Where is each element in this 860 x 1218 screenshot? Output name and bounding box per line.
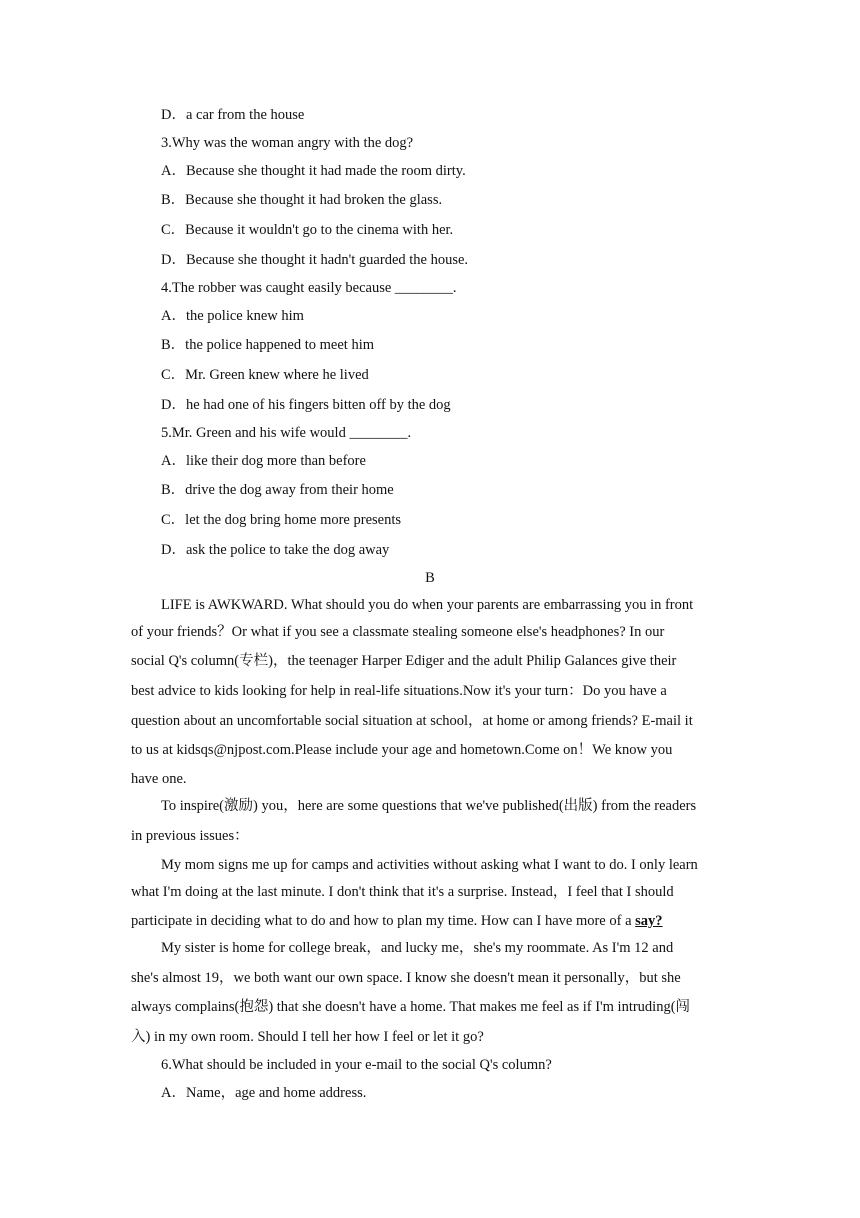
- q3-option-c: C．Because it wouldn't go to the cinema with her.: [161, 222, 454, 238]
- q5-option-c: C．let the dog bring home more presents: [161, 512, 402, 528]
- emphasized-word: say?: [635, 913, 663, 929]
- q4-option-b: B．the police happened to meet him: [161, 337, 375, 353]
- q2-option-d: D．a car from the house: [161, 107, 305, 123]
- passage-line: of your friends？Or what if you see a classmate stealing someone else's headphones? In our: [131, 624, 665, 640]
- passage-line: My mom signs me up for camps and activities without asking what I want to do. I only learn: [161, 857, 698, 873]
- passage-line: My sister is home for college break，and lucky me，she's my roommate. As I'm 12 and: [161, 940, 674, 956]
- passage-line: social Q's column(专栏)，the teenager Harper Ediger and the adult Philip Galances give their: [131, 653, 677, 669]
- q3-option-d: D．Because she thought it hadn't guarded the house.: [161, 252, 469, 268]
- passage-line: to us at kidsqs@njpost.com.Please include your age and hometown.Come on！We know you: [131, 742, 673, 758]
- q4-option-d: D．he had one of his fingers bitten off by the dog: [161, 397, 451, 413]
- q5-stem: 5.Mr. Green and his wife would ________.: [161, 425, 412, 441]
- passage-line: To inspire(激励) you，here are some questions that we've published(出版) from the readers: [161, 798, 697, 814]
- passage-line: question about an uncomfortable social situation at school，at home or among friends? E-mail it: [131, 713, 693, 729]
- passage-line: 入) in my own room. Should I tell her how I feel or let it go?: [131, 1029, 484, 1045]
- q6-option-a: A．Name，age and home address.: [161, 1085, 367, 1101]
- q4-stem: 4.The robber was caught easily because ________.: [161, 280, 457, 296]
- passage-line: always complains(抱怨) that she doesn't have a home. That makes me feel as if I'm intruding(闯: [131, 999, 691, 1015]
- passage-line: in previous issues：: [131, 828, 249, 844]
- q5-option-a: A．like their dog more than before: [161, 453, 366, 469]
- q5-option-d: D．ask the police to take the dog away: [161, 542, 390, 558]
- q3-option-a: A．Because she thought it had made the room dirty.: [161, 163, 466, 179]
- q5-option-b: B．drive the dog away from their home: [161, 482, 394, 498]
- q4-option-c: C．Mr. Green knew where he lived: [161, 367, 369, 383]
- passage-line: LIFE is AWKWARD. What should you do when your parents are embarrassing you in front: [161, 597, 694, 613]
- passage-line: best advice to kids looking for help in real-life situations.Now it's your turn：Do you have a: [131, 683, 667, 699]
- q3-option-b: B．Because she thought it had broken the glass.: [161, 192, 443, 208]
- passage-line: she's almost 19，we both want our own space. I know she doesn't mean it personally，but she: [131, 970, 681, 986]
- passage-line: what I'm doing at the last minute. I don't think that it's a surprise. Instead，I feel that I should: [131, 884, 674, 900]
- section-b-heading: B: [425, 570, 435, 586]
- q4-option-a: A．the police knew him: [161, 308, 304, 324]
- q6-stem: 6.What should be included in your e-mail to the social Q's column?: [161, 1057, 552, 1073]
- passage-text: participate in deciding what to do and how to plan my time. How can I have more of a: [131, 913, 636, 929]
- q3-stem: 3.Why was the woman angry with the dog?: [161, 135, 414, 151]
- passage-line: [131, 911, 663, 931]
- passage-line: have one.: [131, 771, 187, 787]
